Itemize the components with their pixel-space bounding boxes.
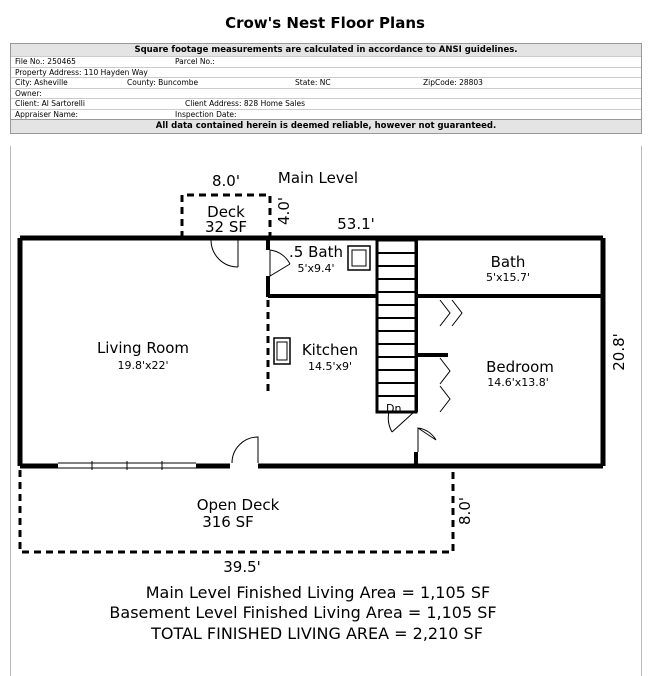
room-sizes (117, 262, 548, 389)
kitchen-sink (274, 338, 290, 364)
bath-fixture (348, 246, 370, 270)
deck-width-dim: 8.0' (212, 172, 240, 190)
total-living-area: TOTAL FINISHED LIVING AREA = 2,210 SF (151, 624, 483, 643)
property-address: Property Address: 110 Hayden Way (15, 67, 148, 77)
disclaimer: All data contained herein is deemed reliable, however not guaranteed. (11, 119, 641, 133)
open-deck-width-dim: 39.5' (223, 558, 261, 576)
city: City: Asheville (15, 78, 68, 87)
deck-label: Deck (207, 203, 245, 221)
open-deck-area: 316 SF (202, 513, 254, 531)
stair-direction-label: Dn (386, 402, 402, 415)
county: County: Buncombe (127, 78, 199, 87)
area-summary (109, 583, 496, 643)
half-bath-label: .5 Bath (289, 243, 343, 261)
bath-size: 5'x15.7' (485, 271, 531, 284)
kitchen-label: Kitchen (301, 341, 359, 359)
client-address: Client Address: 828 Home Sales (185, 99, 306, 108)
staircase (377, 240, 416, 415)
level-label: Main Level (277, 169, 359, 187)
bedroom-size: 14.6'x13.8' (487, 376, 549, 389)
owner: Owner: (15, 88, 42, 98)
bedroom-label: Bedroom (486, 358, 554, 376)
page-title: Crow's Nest Floor Plans (225, 14, 425, 32)
basement-level-area: Basement Level Finished Living Area = 1,105 SF (109, 603, 497, 622)
kitchen-size: 14.5'x9' (307, 360, 353, 373)
deck-area: 32 SF (204, 218, 248, 236)
zipcode: ZipCode: 28803 (423, 78, 483, 87)
main-level-area: Main Level Finished Living Area = 1,105 SF (145, 583, 491, 602)
inspection-date: Inspection Date: (175, 109, 237, 119)
ansi-banner: Square footage measurements are calculated in accordance to ANSI guidelines. (11, 44, 641, 56)
file-number: File No.: 250465 (15, 57, 76, 66)
overall-width-dim: 53.1' (337, 215, 375, 233)
client: Client: Al Sartorelli (15, 99, 85, 108)
sliding-door (58, 461, 196, 470)
half-bath-size: 5'x9.4' (297, 262, 335, 275)
parcel-number: Parcel No.: (175, 57, 215, 66)
bath-label: Bath (490, 253, 526, 271)
open-deck-label: Open Deck (196, 496, 280, 514)
deck-depth-dim: 4.0' (275, 197, 293, 225)
open-deck-depth-dim: 8.0' (456, 497, 474, 525)
living-room-label: Living Room (96, 339, 190, 357)
appraiser-name: Appraiser Name: (15, 109, 79, 119)
overall-depth-dim: 20.8' (610, 333, 628, 371)
state: State: NC (295, 78, 331, 87)
dimensions (212, 169, 628, 576)
living-room-size: 19.8'x22' (117, 359, 169, 372)
